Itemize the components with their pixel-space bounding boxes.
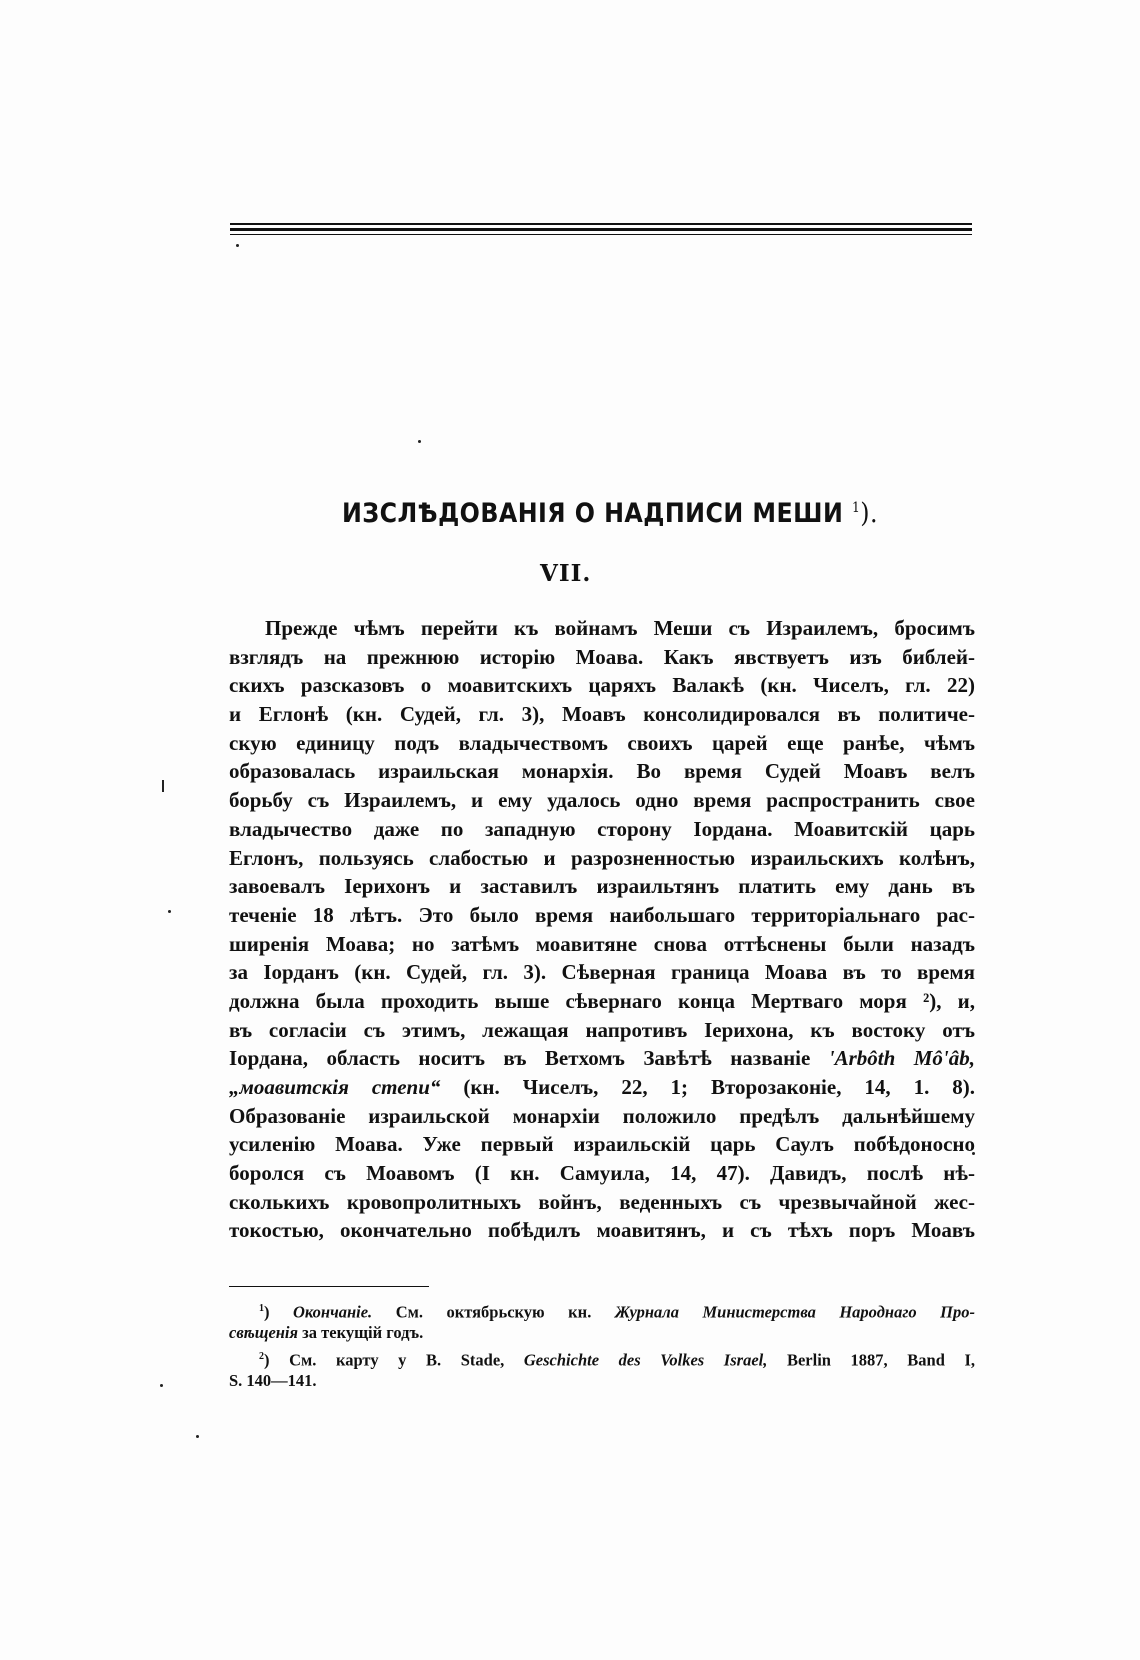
- footnote-mark: 2: [259, 1351, 264, 1362]
- body-line: Образованіе израильской монархіи положило предѣлъ дальнѣйшему: [229, 1103, 975, 1128]
- body-line: въ согласіи съ этимъ, лежащая напротивъ Іерихона, къ востоку отъ: [229, 1017, 975, 1042]
- body-line: [229, 1044, 975, 1073]
- journal-title: Журнала Министерства Народнаго Про-: [614, 1302, 975, 1322]
- title-close: ).: [860, 498, 879, 529]
- body-line: должна была проходить выше сѣвернаго конца Мертваго моря ²), и,: [229, 988, 975, 1013]
- footnote-2-cont: S. 140—141.: [229, 1371, 317, 1390]
- body-line: [229, 1073, 975, 1102]
- scan-speck: [168, 910, 171, 913]
- header-rule: [230, 234, 972, 235]
- body-line-text: (кн. Чиселъ, 22, 1; Второзаконіе, 14, 1. 8).: [440, 1075, 975, 1099]
- body-line: Прежде чѣмъ перейти къ войнамъ Меши съ Израилемъ, бросимъ: [265, 616, 975, 640]
- body-line: борьбу съ Израилемъ, и ему удалось одно время распространить свое: [229, 788, 975, 813]
- body-line: взглядъ на прежнюю исторію Моава. Какъ явствуетъ изъ библей-: [229, 644, 975, 669]
- body-line: завоевалъ Іерихонъ и заставилъ израильтянъ платить ему дань въ: [229, 874, 975, 899]
- footnote-text: Berlin 1887, Band I,: [767, 1350, 976, 1370]
- footnote-text: См. октябрьскую кн.: [372, 1302, 615, 1322]
- scan-speck: [160, 1384, 163, 1387]
- transliteration: 'Arbôth Mô'âb,: [828, 1046, 975, 1071]
- footnote-2: $^2$) См. карту у B. Stade, Geschichte des Volkes Israel, Berlin 1887, Band I,: [259, 1350, 976, 1370]
- header-rule: [230, 228, 972, 231]
- body-line: и Еглонѣ (кн. Судей, гл. 3), Моавъ консолидировался въ политиче-: [229, 702, 975, 727]
- body-line: владычество даже по западную сторону Іордана. Моавитскій царь: [229, 816, 975, 841]
- body-line: за Іорданъ (кн. Судей, гл. 3). Сѣверная граница Моава въ то время: [229, 960, 975, 985]
- body-line: скихъ разсказовъ о моавитскихъ царяхъ Валакѣ (кн. Чиселъ, гл. 22): [229, 673, 975, 698]
- header-rule: [230, 223, 972, 225]
- body-line: усиленію Моава. Уже первый израильскій царь Саулъ побѣдоносно: [229, 1132, 975, 1157]
- body-line: ширенія Моава; но затѣмъ моавитяне снова оттѣснены были назадъ: [229, 931, 975, 956]
- scan-speck: [196, 1435, 199, 1438]
- body-line: боролся съ Моавомъ (I кн. Самуила, 14, 47). Давидъ, послѣ нѣ-: [229, 1161, 975, 1186]
- body-line: сколькихъ кровопролитныхъ войнъ, веденныхъ съ чрезвычайной жес-: [229, 1189, 975, 1214]
- body-line-text: Іордана, область носитъ въ Ветхомъ Завѣтѣ названіе: [229, 1046, 829, 1071]
- footnote-1: $^1$) Окончаніе. См. октябрьскую кн. Журнала Министерства Народнаго Про-: [259, 1302, 975, 1322]
- footnote-text: за текущій годъ.: [298, 1323, 424, 1342]
- footnote-text: См. карту у B. Stade,: [289, 1350, 524, 1370]
- body-line: образовалась израильская монархія. Во время Судей Моавъ велъ: [229, 759, 975, 784]
- footnote-mark: 1: [259, 1303, 264, 1314]
- body-text: [229, 614, 975, 1245]
- body-line: токостью, окончательно побѣдилъ моавитянъ, и съ тѣхъ поръ Моавъ: [229, 1218, 975, 1243]
- footnotes: [229, 1297, 975, 1393]
- article-title: [337, 498, 883, 529]
- footnote-1-cont: [229, 1321, 975, 1345]
- book-title: Geschichte des Volkes Israel,: [523, 1350, 768, 1370]
- footnote-italic: Окончаніе.: [293, 1302, 373, 1322]
- translation-quote: „моавитскія степи“: [229, 1075, 441, 1099]
- chapter-number: VII.: [540, 560, 592, 587]
- journal-title-cont: свѣщенія: [229, 1323, 299, 1342]
- body-line: теченіе 18 лѣтъ. Это было время наибольшаго территоріальнаго рас-: [229, 902, 975, 927]
- title-footnote-mark: 1: [852, 500, 861, 516]
- title-text: ИЗСЛѢДОВАНІЯ О НАДПИСИ МЕШИ: [341, 498, 844, 529]
- body-line: скую единицу подъ владычествомъ своихъ царей еще ранѣе, чѣмъ: [229, 730, 975, 755]
- scan-speck: [162, 780, 164, 792]
- scan-speck: [418, 440, 421, 443]
- footnote-rule: [229, 1286, 429, 1287]
- scan-speck: [236, 244, 239, 247]
- body-line: Еглонъ, пользуясь слабостью и разрозненностью израильскихъ колѣнъ,: [229, 845, 975, 870]
